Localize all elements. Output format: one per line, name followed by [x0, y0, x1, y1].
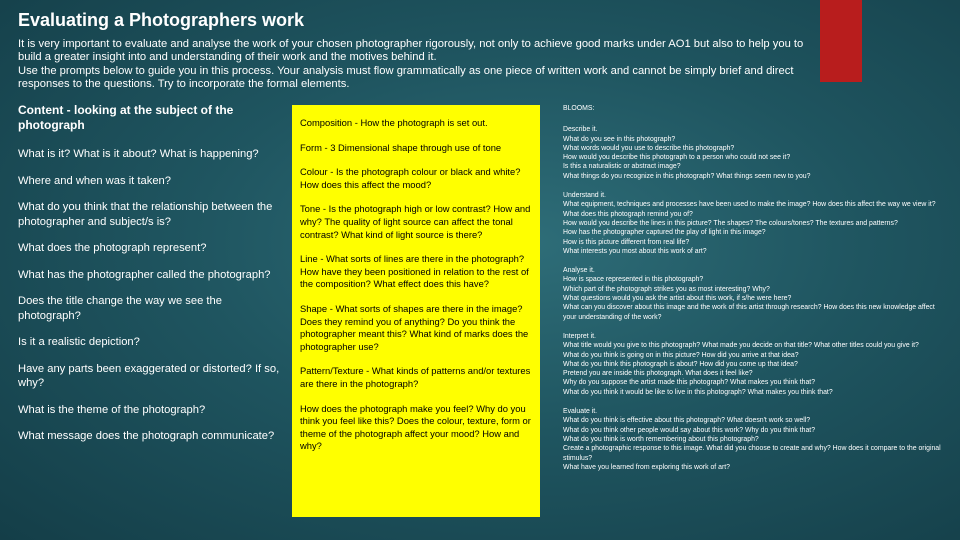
blooms-group [563, 332, 948, 397]
content-question: Is it a realistic depiction? [18, 336, 140, 348]
blooms-prompt: What do you think is effective about this photograph? What doesn't work so well? [563, 417, 811, 425]
page-title: Evaluating a Photographers work [18, 10, 305, 30]
blooms-prompt: How has the photographer captured the play of light in this image? [563, 229, 766, 237]
content-heading: Content - looking at the subject of the photograph [18, 103, 234, 132]
content-question: What is the theme of the photograph? [18, 403, 206, 416]
blooms-heading: BLOOMS: [563, 105, 595, 112]
content-question: What does the photograph represent? [18, 242, 207, 254]
blooms-prompt: What do you think other people would say about this work? Why do you think that? [563, 426, 816, 434]
blooms-group-title: Understand it. [563, 192, 606, 200]
blooms-prompt: What equipment, techniques and processes have been used to make the image? How does this affect the way we view it? [563, 201, 936, 209]
content-question: Have any parts been exaggerated or distorted? If so, why? [18, 362, 280, 389]
blooms-prompt: How is this picture different from real life? [563, 238, 690, 246]
blooms-group [563, 191, 948, 256]
formal-element-item: Line - What sorts of lines are there in the photograph? How have they been positioned in relation to the rest of the composition? What effect does this have? [300, 253, 529, 290]
intro-text [18, 38, 828, 92]
blooms-group [563, 125, 948, 181]
blooms-prompt: What title would you give to this photograph? What made you decide on that title? What other titles could you give it? [563, 342, 919, 350]
blooms-prompt: How would you describe the lines in this picture? The shapes? The colours/tones? The textures and patterns? [563, 219, 898, 227]
blooms-prompt: What do you think it would be like to live in this photograph? What makes you think that? [563, 388, 833, 396]
formal-element-item: How does the photograph make you feel? Why do you think you feel like this? Does the colour, texture, form or theme of the photograph affect your mood? How and why? [300, 402, 531, 452]
content-question: What message does the photograph communicate? [18, 430, 275, 442]
blooms-prompt: What interests you most about this work of art? [563, 247, 707, 255]
blooms-group-title: Describe it. [563, 126, 598, 134]
content-question: What do you think that the relationship between the photographer and subject/s is? [18, 201, 273, 228]
blooms-prompt: What words would you use to describe this photograph? [563, 144, 735, 152]
blooms-prompt: What do you think is going on in this picture? How did you arrive at that idea? [563, 351, 799, 359]
blooms-group-title: Evaluate it. [563, 408, 598, 416]
blooms-prompt: What questions would you ask the artist about this work, if s/he were here? [563, 295, 792, 303]
content-question: Does the title change the way we see the photograph? [18, 295, 222, 322]
blooms-prompt: What things do you recognize in this photograph? What things seem new to you? [563, 172, 811, 180]
formal-element-item: Pattern/Texture - What kinds of patterns and/or textures are there in the photograph? [300, 365, 531, 389]
content-questions-column [18, 103, 280, 456]
formal-element-item: Form - 3 Dimensional shape through use of tone [300, 141, 502, 153]
blooms-prompt: What do you think this photograph is about? How did you come up that idea? [563, 360, 798, 368]
blooms-prompt: How would you describe this photograph to a person who could not see it? [563, 154, 791, 162]
blooms-prompt: What do you think is worth remembering about this photograph? [563, 435, 759, 443]
content-question: What is it? What is it about? What is happening? [18, 148, 259, 160]
intro-paragraph-1: It is very important to evaluate and analyse the work of your chosen photographer rigorously, not only to achieve good marks under AO1 but also to help you to build a greater insight into and understanding of their work and the motives behind it. [18, 38, 804, 64]
blooms-prompt: What does this photograph remind you of? [563, 210, 693, 218]
blooms-group [563, 266, 948, 322]
blooms-prompt: Why do you suppose the artist made this photograph? What makes you think that? [563, 379, 816, 387]
blooms-group-title: Interpret it. [563, 332, 596, 340]
blooms-groups [563, 125, 948, 472]
blooms-group-title: Analyse it. [563, 267, 595, 275]
blooms-prompt: How is space represented in this photograph? [563, 276, 704, 284]
content-question: What has the photographer called the photograph? [18, 268, 271, 281]
formal-elements-box [292, 105, 540, 517]
blooms-prompt: Pretend you are inside this photograph. What does it feel like? [563, 370, 753, 378]
content-question: Where and when was it taken? [18, 174, 171, 187]
blooms-prompt: What have you learned from exploring this work of art? [563, 463, 730, 471]
blooms-prompt: What can you discover about this image and the work of this artist through research? How does this new knowledge affect your understanding of the work? [563, 304, 935, 321]
formal-element-item: Composition - How the photograph is set out. [300, 117, 488, 128]
blooms-group [563, 407, 948, 472]
formal-element-item: Colour - Is the photograph colour or black and white? How does this affect the mood? [300, 166, 521, 190]
blooms-prompt: What do you see in this photograph? [563, 135, 676, 143]
intro-paragraph-2: Use the prompts below to guide you in this process. Your analysis must flow grammatically as one piece of written work and cannot be simply brief and direct responses to the questions. Try to incorporate the formal elements. [18, 64, 794, 91]
blooms-prompt: Which part of the photograph strikes you as most interesting? Why? [563, 285, 770, 293]
blooms-prompt: Is this a naturalistic or abstract image? [563, 163, 681, 171]
blooms-prompt: Create a photographic response to this image. What did you choose to create and why? How does it compare to the original stimulus? [563, 445, 941, 462]
formal-element-item: Shape - What sorts of shapes are there in the image? Does they remind you of anything? Do you think the photographer meant this? What kind of marks does the photographer use? [300, 302, 529, 352]
formal-element-item: Tone - Is the photograph high or low contrast? How and why? The quality of light source can affect the tonal contrast? What kind of light source is there? [300, 203, 531, 240]
blooms-column [563, 104, 948, 482]
